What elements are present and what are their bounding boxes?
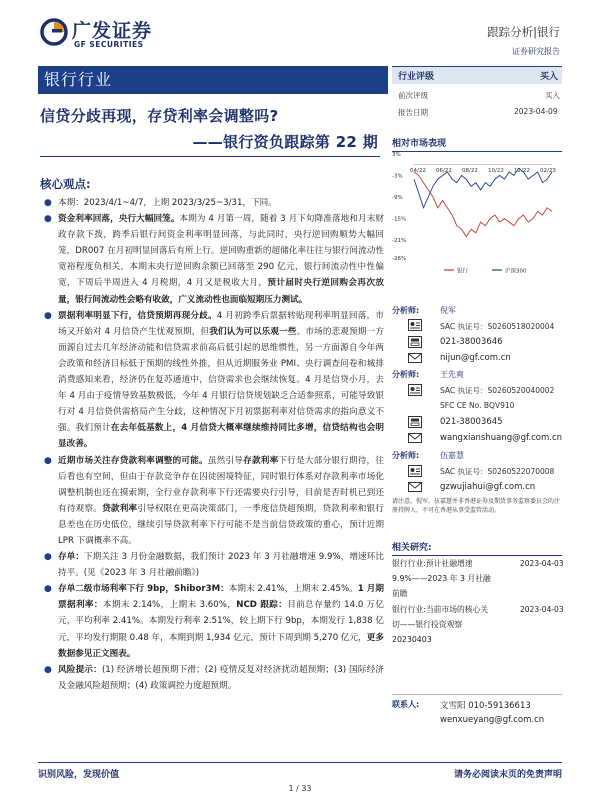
analyst-phone-2: 021-38003645 xyxy=(440,417,503,427)
legend-label-bank: 银行 xyxy=(457,268,469,275)
related-item-2-line1[interactable]: 银行行业:当前市场的核心关 xyxy=(392,605,489,614)
bullet-icon: ● xyxy=(44,310,52,321)
related-item-2-line3[interactable]: 20230403 xyxy=(392,635,432,644)
x-tick-label: 08/22 xyxy=(462,167,478,174)
legend-label-csi300: 沪深300 xyxy=(505,268,527,275)
rating-value: 买入 xyxy=(540,72,559,82)
x-axis-ticks xyxy=(410,168,556,174)
x-tick-label: 10/22 xyxy=(488,167,504,174)
footer-disclaimer-note: 请务必阅读末页的免责声明 xyxy=(453,770,562,780)
related-item-2-line2[interactable]: 切——银行投资观察 xyxy=(392,620,463,629)
y-tick-label: -9% xyxy=(392,195,403,202)
x-tick-label: 04/22 xyxy=(410,167,426,174)
title-divider xyxy=(40,156,380,157)
x-tick-label: 06/22 xyxy=(436,167,452,174)
report-type: 证券研究报告 xyxy=(512,47,560,56)
bullet-risk: ● 风险提示：(1) 经济增长超预期下滑；(2) 疫情反复对经济扰动超预期；(3) 国际经济及金融风险超预期；(4) 政策调控力度超预期。 xyxy=(44,662,384,694)
report-category: 跟踪分析|银行 xyxy=(487,25,560,39)
report-date-label: 报告日期 xyxy=(398,108,428,117)
contact-divider xyxy=(392,694,562,695)
analyst-label-1: 分析师: xyxy=(392,306,420,315)
email-icon xyxy=(408,481,422,493)
contact-label: 联系人: xyxy=(392,700,420,709)
report-date-value: 2023-04-09 xyxy=(514,107,558,116)
chart-legend xyxy=(444,267,527,275)
prev-rating-value: 买入 xyxy=(545,91,560,100)
bullet-icon: ● xyxy=(44,455,52,466)
y-tick-label: -21% xyxy=(392,238,407,245)
report-title: 信贷分歧再现，存贷利率会调整吗? xyxy=(40,107,279,125)
bullet-ncd: ● 存单二级市场利率下行 9bp，Shibor3M：本期末 2.41%，上期末 2.45%。1 月期票据利率：本期末 2.14%，上期末 3.60%，NCD 跟踪：目前总存量约 14.0 万亿元，平均利率 2.41%。本期发行利率 2.51%，较上期下行 9bp，本期发行 1,838 亿元，平均发行期限 0.48 年，本期到期 1,934 亿元，预计下周到期 5,270 亿元，更多数据参见正文图表。 xyxy=(44,581,384,661)
bullet-rates: ● 近期市场关注存贷款利率调整的可能。虽然引导存款利率下行是大部分银行期待，往后看也有空间，但由于存款竞争存在囚徒困境特征，同时银行体系对存款利率市场化调整机制也还在摸索期，全行业存款利率下行还需要央行引导，目前是否时机已到还有待观察。贷款利率引导权限在更高决策部门，一季度信贷超预期，贷款利率和银行息差也在历史低位，继续引导贷款利率下行可能不是当前信贷政策的重心，预计近期 LPR 下调概率不高。 xyxy=(44,453,384,550)
email-icon xyxy=(408,432,422,444)
y-tick-label: -3% xyxy=(392,173,403,180)
core-views-heading: 核心观点: xyxy=(40,177,91,191)
bullet-icon: ● xyxy=(44,214,52,225)
related-research-title: 相关研究: xyxy=(392,540,562,556)
bullet-icon: ● xyxy=(44,552,52,563)
related-item-1-date: 2023-04-03 xyxy=(520,559,564,568)
phone-icon xyxy=(408,416,422,428)
bullet-bills: ● 票据利率明显下行，信贷预期再现分歧。4 月初跨季后票据转贴现利率明显回落，市场又开始对 4 月信贷产生忧观预期，但我们认为可以乐观一些。市场的悲观预期一方面源自过去几年经济动能和信贷需求前高后低引起的思维惯性，另一方面源自今年两会政策和经济目标低于预期的线性外推，但从近期服务业 PMI、央行调查问卷和城排消费感知来看，经济仍在复苏通道中，信贷需求也会继续恢复。4 月是信贷小月，去年 4 月由于疫情导致基数极低，今年 4 月银行信贷规划缺乏合适参照系，可能导致银行对 4 月信贷供需格局产生分歧，这种情况下月初票据利率对信贷需求的指向意义不强。我们预计在去年低基数上，4 月信贷大概率继续维持同比多增，信贷结构也会明显改善。 xyxy=(44,308,384,453)
analyst-name-3: 伍嘉慧 xyxy=(440,451,464,460)
contact-info: 文雪阳 010-59136613 xyxy=(440,701,531,711)
prev-rating-label: 前次评级 xyxy=(398,91,428,100)
analyst-name-2: 王先爽 xyxy=(440,370,464,379)
analyst-sac-2: SAC 执证号：S0260520040002 xyxy=(440,386,555,395)
analyst-sac-3: SAC 执证号：S0260522070008 xyxy=(440,467,555,476)
y-tick-label: -26% xyxy=(392,256,407,262)
bullet-icon: ● xyxy=(44,664,52,675)
related-item-1-line3[interactable]: 前瞻 xyxy=(392,589,408,598)
rating-label: 行业评级 xyxy=(398,72,435,82)
footer-slogan: 识别风险，发现价值 xyxy=(38,770,120,780)
footer-divider xyxy=(38,762,562,763)
analyst-phone-1: 021-38003646 xyxy=(440,337,503,347)
bullet-icon: ● xyxy=(44,198,52,208)
y-tick-label: 3% xyxy=(392,152,401,158)
id-card-icon xyxy=(408,319,422,331)
gf-logo-icon xyxy=(40,18,68,46)
contact-email[interactable]: wenxueyang@gf.com.cn xyxy=(440,715,545,725)
bullet-liquidity: ● 资金利率回落，央行大幅回笼。本期为 4 月第一周，随着 3 月下旬降准落地和月末财政存款下拨，跨季后银行间资金利率明显回落，与此同时，央行逆回购顺势大幅回笼，DR007 在月初明显回落后有所上行。逆回购重新的超储化率往往与银行间流动性宽裕程度负相关，本期末央行逆回购余额已回落至 290 亿元，银行间流动性中性偏宽，下周后半周进入 4 月税期，4 月又是税收大月，预计届时央行逆回购会再次放量，银行间流动性会略有收敛，广义流动性也面临短期压力测试。 xyxy=(44,211,384,308)
bullet-period: ● 本期：2023/4/1~4/7，上期 2023/3/25~3/31，下同。 xyxy=(44,195,384,211)
related-item-1-line2[interactable]: 9.9%——2023 年 3 月社融 xyxy=(392,574,491,583)
analyst-label-3: 分析师: xyxy=(392,451,420,460)
page-number: 1 / 33 xyxy=(288,784,312,793)
email-icon xyxy=(408,352,422,364)
analyst-sac-1: SAC 执证号：S0260518020004 xyxy=(440,322,555,331)
analyst-email-3[interactable]: gzwujiahui@gf.com.cn xyxy=(440,482,536,492)
analyst-sfc-2: SFC CE No. BQV910 xyxy=(440,401,515,410)
related-item-1-line1[interactable]: 银行行业:预计社融增速 xyxy=(392,559,473,568)
phone-icon xyxy=(408,336,422,348)
id-card-icon xyxy=(408,465,422,477)
relative-performance-chart xyxy=(392,148,562,278)
report-subtitle: ——银行资负跟踪第 22 期 xyxy=(192,133,378,151)
related-item-2-date: 2023-04-03 xyxy=(520,605,564,614)
analyst-name-1: 倪军 xyxy=(440,306,456,315)
series-line-bank xyxy=(414,172,552,237)
industry-banner: 银行行业 xyxy=(38,66,388,94)
x-tick-label: 12/22 xyxy=(514,167,530,174)
id-card-icon xyxy=(408,384,422,396)
logo-text-en: GF SECURITIES xyxy=(74,40,144,49)
bullet-deposit: ● 存单：下期关注 3 月份金融数据，我们预计 2023 年 3 月社融增速 9.9%，增速环比持平。(见《2023 年 3 月社融前瞻》) xyxy=(44,549,384,581)
analyst-label-2: 分析师: xyxy=(392,370,420,379)
x-tick-label: 02/23 xyxy=(540,167,556,174)
bullet-icon: ● xyxy=(44,584,52,595)
analyst-email-2[interactable]: wangxianshuang@gf.com.cn xyxy=(440,433,563,443)
core-views-body xyxy=(44,195,384,694)
relative-performance-title: 相对市场表现 xyxy=(392,136,562,152)
analyst-disclaimer: 请注意，倪军，伍嘉慧并非香港证券及期货事务监察委员会的注册持牌人，不可在香港从事受监管活动。 xyxy=(392,498,561,514)
analyst-email-1[interactable]: nijun@gf.com.cn xyxy=(440,353,511,363)
y-tick-label: -15% xyxy=(392,216,407,223)
logo-text-cn: 广发证券 xyxy=(72,20,153,42)
chart-series xyxy=(414,168,552,236)
